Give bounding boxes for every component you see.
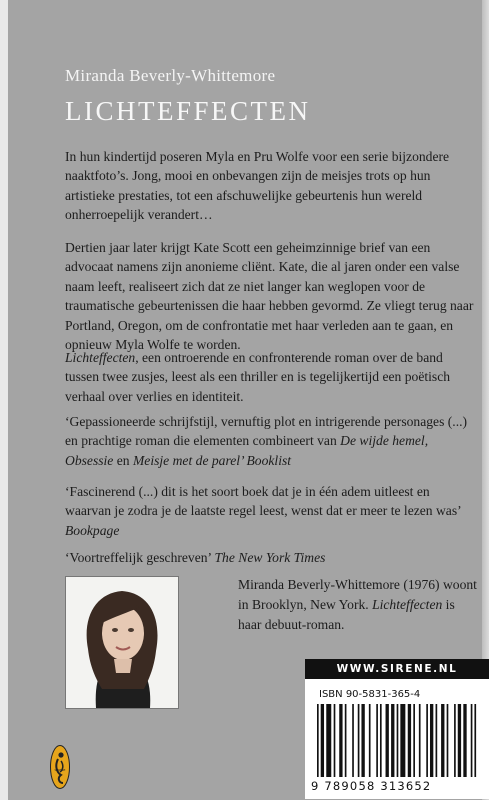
logo-text: SIRENE: [54, 768, 66, 772]
author-name: Miranda Beverly-Whittemore: [65, 66, 276, 85]
book-title: LICHTEFFECTEN: [65, 96, 311, 126]
title-italic: Lichteffecten: [372, 597, 443, 612]
bio-text: Miranda Beverly-Whittemore (1976) woont in Brooklyn, New York.: [238, 577, 477, 612]
review-source: Booklist: [243, 452, 292, 468]
blurb-paragraph-1: In hun kindertijd poseren Myla en Pru Wolfe voor een serie bijzondere naaktfoto’s. Jong, mooi en onbevangen zijn de meisjes trots op hun artistieke prestaties, tot een afschuwelijke gebeurtenis hun wereld onherroepelijk verandert…: [65, 149, 450, 223]
quote-text: ‘Voortreffelijk geschreven’: [65, 550, 215, 565]
blurb-paragraph-2: Dertien jaar later krijgt Kate Scott een geheimzinnige brief van een advocaat namens zijn anonieme cliënt. Kate, die al jaren onder een valse naam leeft, realiseert zich dat ze niet langer kan weglopen voor de traumatische gebeurtenissen die haar hebben gevormd. Ze vliegt terug naar Portland, Oregon, om de confrontatie met haar verleden aan te gaan, en opnieuw Myla Wolfe te worden.: [65, 240, 474, 353]
title-italic: Lichteffecten: [65, 350, 136, 365]
review-quote-bookpage: [65, 482, 475, 540]
sirene-logo: [50, 745, 70, 789]
book-reference: De wijde hemel, Obsessie: [65, 433, 429, 468]
book-reference: Meisje met de parel’: [132, 452, 244, 468]
blurb-paragraph-3: [65, 348, 475, 406]
paragraph-text: , een ontroerende en confronterende roman over de band tussen twee zusjes, leest als een thriller en is tegelijkertijd een poëtisch verhaal over verlies en identiteit.: [65, 350, 451, 404]
book-back-cover: [8, 0, 482, 800]
barcode-bars: [317, 704, 480, 777]
quote-text: ‘Gepassioneerde schrijfstijl, vernuftig plot en intrigerende personages (...) en prachtige roman die elementen combineert van: [65, 414, 468, 449]
isbn-label: ISBN 90-5831-365-4: [319, 689, 421, 700]
barcode-digits: 9 789058 313652: [311, 779, 432, 793]
barcode-panel: [305, 659, 489, 799]
author-photo: [65, 576, 179, 709]
review-quote-nyt: [65, 548, 475, 567]
bio-text: is haar debuut-roman.: [238, 597, 455, 632]
publisher-url[interactable]: WWW.SIRENE.NL: [305, 659, 489, 679]
quote-text: ‘Fascinerend (...) dit is het soort boek dat je in één adem uitleest en waarvan je zodra je de laatste regel leest, wenst dat er meer te lezen was’: [65, 484, 461, 519]
review-quote-booklist: [65, 412, 475, 470]
author-bio: [238, 575, 478, 635]
review-source: The New York Times: [214, 550, 326, 565]
review-source: Bookpage: [65, 522, 120, 538]
quote-text: en: [113, 452, 133, 468]
